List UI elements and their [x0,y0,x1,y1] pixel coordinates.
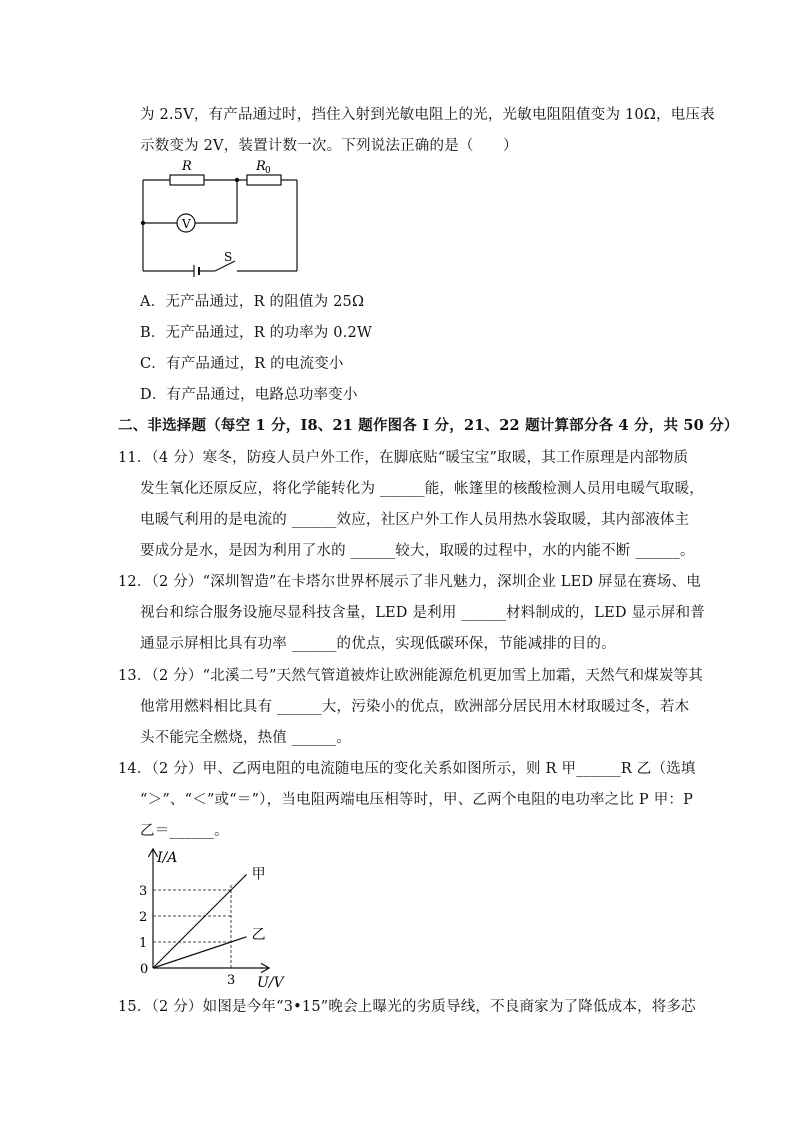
q13-line-3: 头不能完全燃烧，热值 ______。 [140,730,352,746]
series-line-yi [153,937,247,968]
q12-line-1: 12．（2 分）“深圳智造”在卡塔尔世界杯展示了非凡魅力，深圳企业 LED 屏显在赛场、电 [118,574,701,590]
q14-line-1: 14．（2 分）甲、乙两电阻的电流随电压的变化关系如图所示，则 R 甲______R 乙（选填 [118,761,696,777]
q12-line-2: 视台和综合服务设施尽显科技含量，LED 是利用 ______材料制成的，LED 显示屏和普 [140,605,706,621]
section-heading: 二、非选择题（每空 1 分，I8、21 题作图各 I 分，21、22 题计算部分各 4 分，共 50 分） [118,417,739,434]
series-line-jia [153,874,247,968]
y-tick-label-1: 1 [139,936,148,951]
q10-option-a: A．无产品通过，R 的阻值为 25Ω [140,294,365,310]
label-r: R [182,159,192,174]
label-v: V [182,217,191,231]
q12-line-3: 通显示屏相比具有功率 ______的优点，实现低碳环保，节能减排的目的。 [140,636,616,652]
q10-line-1: 为 2.5V，有产品通过时，挡住入射到光敏电阻上的光，光敏电阻阻值变为 10Ω，电压表 [140,107,715,123]
q15-line-1: 15．（2 分）如图是今年“3•15”晚会上曝光的劣质导线，不良商家为了降低成本，将多芯 [118,999,696,1015]
q14-line-2: “＞”、“＜”或“＝”），当电阻两端电压相等时，甲、乙两个电阻的电功率之比 P 甲：P [140,792,694,808]
q11-line-2: 发生氧化还原反应，将化学能转化为 ______能，帐篷里的核酸检测人员用电暖气取暖， [140,481,705,497]
resistor-r0 [247,175,281,185]
q14-line-3: 乙＝______。 [140,823,229,839]
origin-label: 0 [140,962,149,977]
q11-line-3: 电暖气利用的是电流的 ______效应，社区户外工作人员用热水袋取暖，其内部液体主 [140,512,690,528]
label-r0-sub: 0 [265,166,271,176]
series-label-yi: 乙 [251,926,266,943]
label-r0: R [256,159,266,174]
q11-line-4: 要成分是水，是因为利用了水的 ______较大，取暖的过程中，水的内能不断 ______。 [140,543,695,559]
resistor-r [170,175,204,185]
q11-line-1: 11．（4 分）寒冬，防疫人员户外工作，在脚底贴“暖宝宝”取暖，其工作原理是内部物质 [118,450,689,466]
x-tick-label-3: 3 [227,973,236,988]
x-axis-label: U/V [257,975,284,991]
q10-line-2: 示数变为 2V，装置计数一次。下列说法正确的是（ ） [140,138,518,154]
iu-graph [135,840,305,992]
q10-option-d: D．有产品通过，电路总功率变小 [140,387,358,403]
label-s: S [224,250,233,264]
q10-option-c: C．有产品通过，R 的电流变小 [140,356,344,372]
q10-option-b: B．无产品通过，R 的功率为 0.2W [140,325,373,341]
y-tick-label-3: 3 [139,884,148,899]
q13-line-1: 13．（2 分）“北溪二号”天然气管道被炸让欧洲能源危机更加雪上加霜，天然气和煤炭等其 [118,668,703,684]
series-label-jia: 甲 [251,866,266,883]
y-tick-label-2: 2 [139,910,148,925]
q13-line-2: 他常用燃料相比具有 ______大，污染小的优点，欧洲部分居民用木材取暖过冬，若木 [140,699,690,715]
circuit-diagram [130,155,310,280]
y-axis-label: I/A [157,850,178,866]
